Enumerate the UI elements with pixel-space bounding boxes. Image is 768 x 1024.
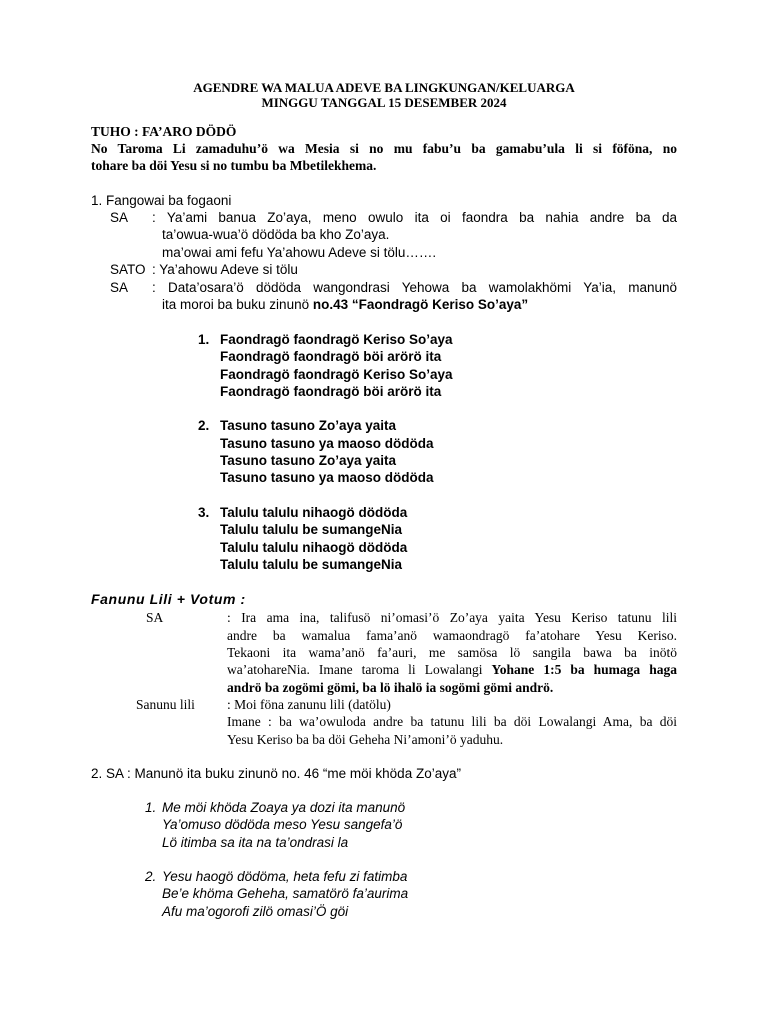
verse-line: Yesu haogö dödöma, heta fefu zi fatimba [162,869,408,884]
tuho-text-line1: No Taroma Li zamaduhu’ö wa Mesia si no mu fabu’u ba gamabu’ula li si föföna, no [91,141,677,156]
sato-label: SATO [110,262,146,277]
verse-line: Faondragö faondragö böi arörö ita [220,349,442,364]
tuho-heading: TUHO : FA’ARO DÖDÖ [91,124,237,139]
verse-line: Lö itimba sa ita na ta’ondrasi la [162,835,349,850]
sanunu-text-line: Yesu Keriso ba ba döi Geheha Ni’amoni’ö yaduhu. [227,732,504,747]
verse-line: Talulu talulu nihaogö dödöda [220,505,408,520]
fanunu-text-plain: wa’atohareNia. Imane taroma li Lowalangi [227,662,492,677]
verse-line: Afu ma’ogorofi zilö omasi’Ö göi [162,904,349,919]
verse-line: Talulu talulu be sumangeNia [220,557,403,572]
verse-number: 2. [145,869,157,884]
sanunu-text-line: Imane : ba wa’owuloda andre ba tatunu lili ba döi Lowalangi Ama, ba döi [227,714,677,729]
fanunu-text-line: Tekaoni ita wama’anö fa’auri, me samösa lö sangila bawa ba inötö [227,645,677,660]
verse-number: 2. [198,418,210,433]
verse-number: 1. [198,332,210,347]
verse-line: Faondragö faondragö böi arörö ita [220,384,442,399]
verse-line: Me möi khöda Zoaya ya dozi ita manunö [162,800,406,815]
verse-number: 1. [145,800,157,815]
verse-line: Tasuno tasuno ya maoso dödöda [220,436,434,451]
sa-text-line: : Ya’ami banua Zo’aya, meno owulo ita oi faondra ba nahia andre ba da [152,210,677,225]
fanunu-text-line: andre ba wamalua fama’anö wamaondragö fa’atohare Yesu Keriso. [227,628,677,643]
sa-label: SA [110,280,129,295]
verse-line: Ya’omuso dödöda meso Yesu sangefa’ö [162,817,403,832]
sanunu-lili-label: Sanunu lili [136,697,195,712]
verse-line: Talulu talulu nihaogö dödöda [220,540,408,555]
verse-line: Tasuno tasuno Zo’aya yaita [220,418,397,433]
fanunu-heading: Fanunu Lili + Votum : [91,591,246,607]
document-title-line1: AGENDRE WA MALUA ADEVE BA LINGKUNGAN/KELUARGA [193,80,575,95]
sato-text: : Ya’ahowu Adeve si tölu [152,262,298,277]
sa-text-line: : Data’osara’ö dödöda wangondrasi Yehowa ba wamolakhömi Ya’ia, manunö [152,280,677,295]
section1-heading: 1. Fangowai ba fogaoni [91,193,232,208]
verse-line: Faondragö faondragö Keriso So’aya [220,367,453,382]
sa-text-line: ma’owai ami fefu Ya’ahowu Adeve si tölu……. [162,245,437,260]
verse-line: Be’e khöma Geheha, samatörö fa’aurima [162,886,409,901]
verse-line: Faondragö faondragö Keriso So’aya [220,332,453,347]
fanunu-text-line: : Ira ama ina, talifusö ni’omasi’ö Zo’aya yaita Yesu Keriso tatunu lili [227,610,677,625]
sa-label: SA [110,210,129,225]
verse-line: Tasuno tasuno ya maoso dödöda [220,470,434,485]
bible-reference: Yohane 1:5 ba humaga haga [491,662,677,677]
verse-number: 3. [198,505,210,520]
sa-label: SA [146,610,164,625]
sa-text-plain: ita moroi ba buku zinunö [162,297,313,312]
tuho-text-line2: tohare ba döi Yesu si no tumbu ba Mbetilekhema. [91,158,377,173]
section2-heading: 2. SA : Manunö ita buku zinunö no. 46 “me möi khöda Zo’aya” [91,766,461,781]
verse-line: Tasuno tasuno Zo’aya yaita [220,453,397,468]
sa-text-line: ta’owua-wua’ö dödöda ba kho Zo’aya. [162,227,390,242]
fanunu-text-line: andrö ba zogömi gömi, ba lö ihalö ia sogömi gömi andrö. [227,680,554,695]
sa-text-line [162,297,528,312]
document-title-line2: MINGGU TANGGAL 15 DESEMBER 2024 [261,95,507,110]
sanunu-text-line: : Moi föna zanunu lili (datölu) [227,697,391,712]
fanunu-text-line [227,662,677,678]
song-reference: no.43 “Faondragö Keriso So’aya” [312,297,529,312]
verse-line: Talulu talulu be sumangeNia [220,522,403,537]
